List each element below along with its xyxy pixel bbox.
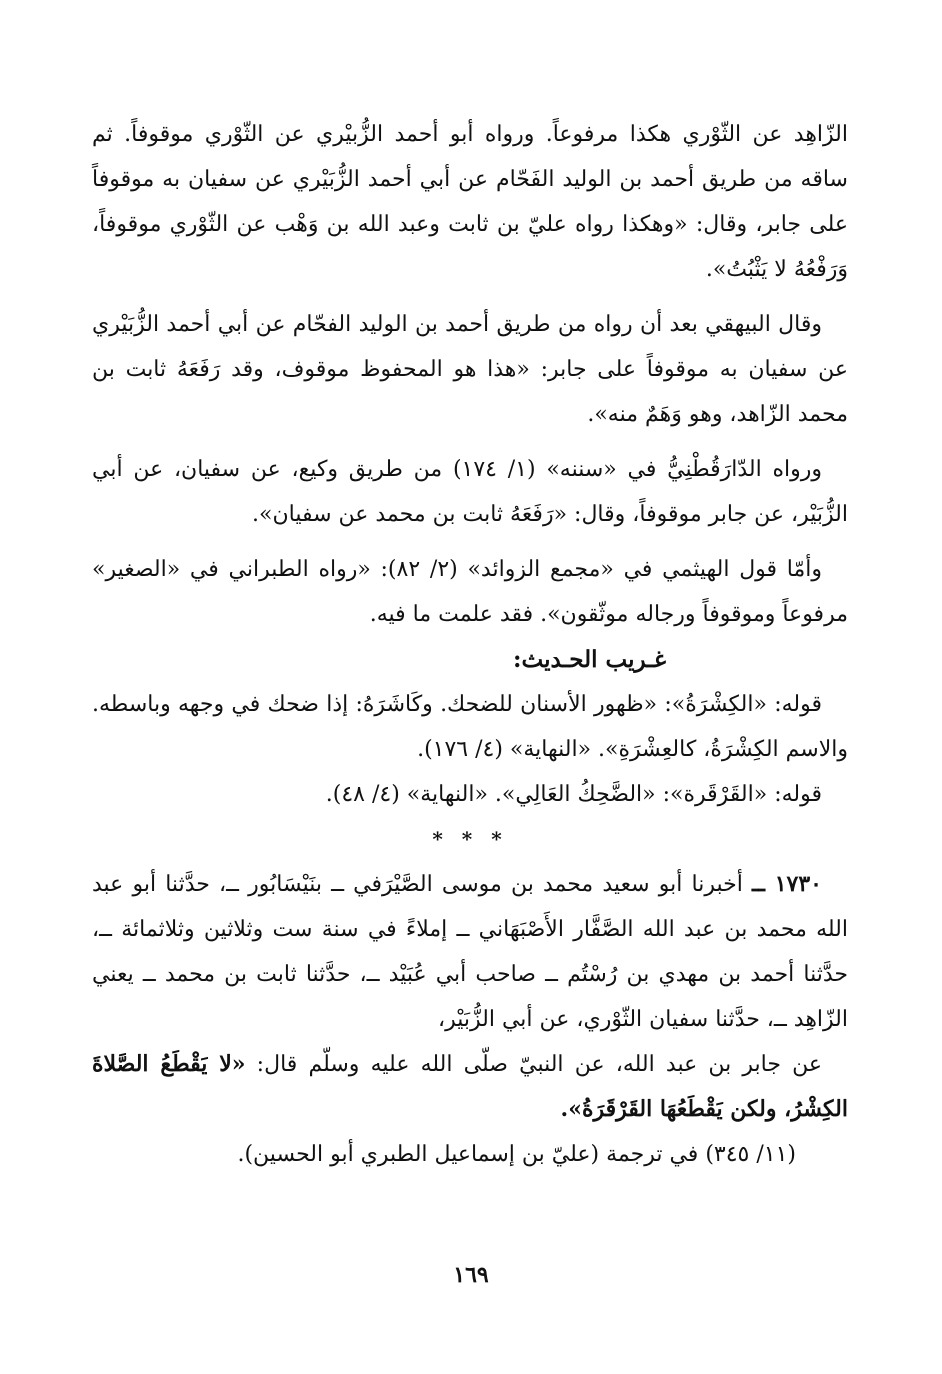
section-heading: غـريب الحـديث: xyxy=(513,646,666,673)
hadith-chain xyxy=(92,862,848,1042)
hadith-matn-quote: «لا يَقْطَعُ الصَّلاةَ الكِشْرُ، ولكن يَقْطَعُهَا القَرْقَرَةُ». xyxy=(92,1051,848,1122)
gloss-2: قوله: «القَرْقَرة»: «الضَّحِكُ العَالِي». «النهاية» (٤/ ٤٨). xyxy=(325,782,822,807)
paragraph-1: الزّاهِد عن الثّوْري هكذا مرفوعاً. ورواه أبو أحمد الزُّبيْري عن الثّوْري موقوفاً. ثم ساقه من طريق أحمد بن الوليد الفَحّام عن أبي أحمد الزُّبَيْري عن سفيان به موقوفاً على جابر، وقال: «وهكذا رواه عليّ بن ثابت وعبد الله بن وَهْب عن الثّوْري موقوفاً، وَرَفْعُهُ لا يَثْبُتُ». xyxy=(92,122,848,282)
hadith-reference: (١١/ ٣٤٥) في ترجمة (عليّ بن إسماعيل الطبري أبو الحسين). xyxy=(237,1142,796,1167)
paragraph-3: ورواه الدّارَقُطْنِيُّ في «سننه» (١/ ١٧٤) من طريق وكيع، عن سفيان، عن أبي الزُّبَيْر، عن جابر موقوفاً، وقال: «رَفَعَهُ ثابت بن محمد عن سفيان». xyxy=(92,457,848,527)
hadith-matn-intro: عن جابر بن عبد الله، عن النبيّ صلّى الله عليه وسلّم قال: xyxy=(245,1052,822,1077)
page-number: ١٦٩ xyxy=(453,1262,489,1288)
hadith-number: ١٧٣٠ ــ xyxy=(752,871,822,897)
hadith-matn xyxy=(92,1042,848,1132)
paragraph-2: وقال البيهقي بعد أن رواه من طريق أحمد بن الوليد الفحّام عن أبي أحمد الزُّبَيْري عن سفيان به موقوفاً على جابر: «هذا هو المحفوظ موقوف، وقد رَفَعَهُ ثابت بن محمد الزّاهد، وهو وَهَمٌ منه». xyxy=(92,312,848,427)
gloss-1: قوله: «الكِشْرَةُ»: «ظهور الأسنان للضحك. وكَاشَرَهُ: إذا ضحك في وجهه وباسطه. والاسم الكِشْرَةُ، كالعِشْرَةِ». «النهاية» (٤/ ١٧٦). xyxy=(92,692,848,762)
page-body xyxy=(92,112,848,1177)
section-separator: * * * xyxy=(432,827,508,851)
paragraph-4: وأمّا قول الهيثمي في «مجمع الزوائد» (٢/ ٨٢): «رواه الطبراني في «الصغير» مرفوعاً وموقوفاً ورجاله موثّقون». فقد علمت ما فيه. xyxy=(92,557,848,627)
hadith-isnad: أخبرنا أبو سعيد محمد بن موسى الصَّيْرَفي ــ بنَيْسَابُور ــ، حدَّثنا أبو عبد الله محمد بن عبد الله الصَّفَّار الأَصْبَهَاني ــ إملاءً في سنة ست وثلاثين وثلاثمائة ــ، حدَّثنا أحمد بن مهدي بن رُسْتُم ــ صاحب أبي عُبَيْد ــ، حدَّثنا ثابت بن محمد ــ يعني الزّاهِد ــ، حدَّثنا سفيان الثّوْري، عن أبي الزُّبَيْر، xyxy=(92,872,848,1032)
